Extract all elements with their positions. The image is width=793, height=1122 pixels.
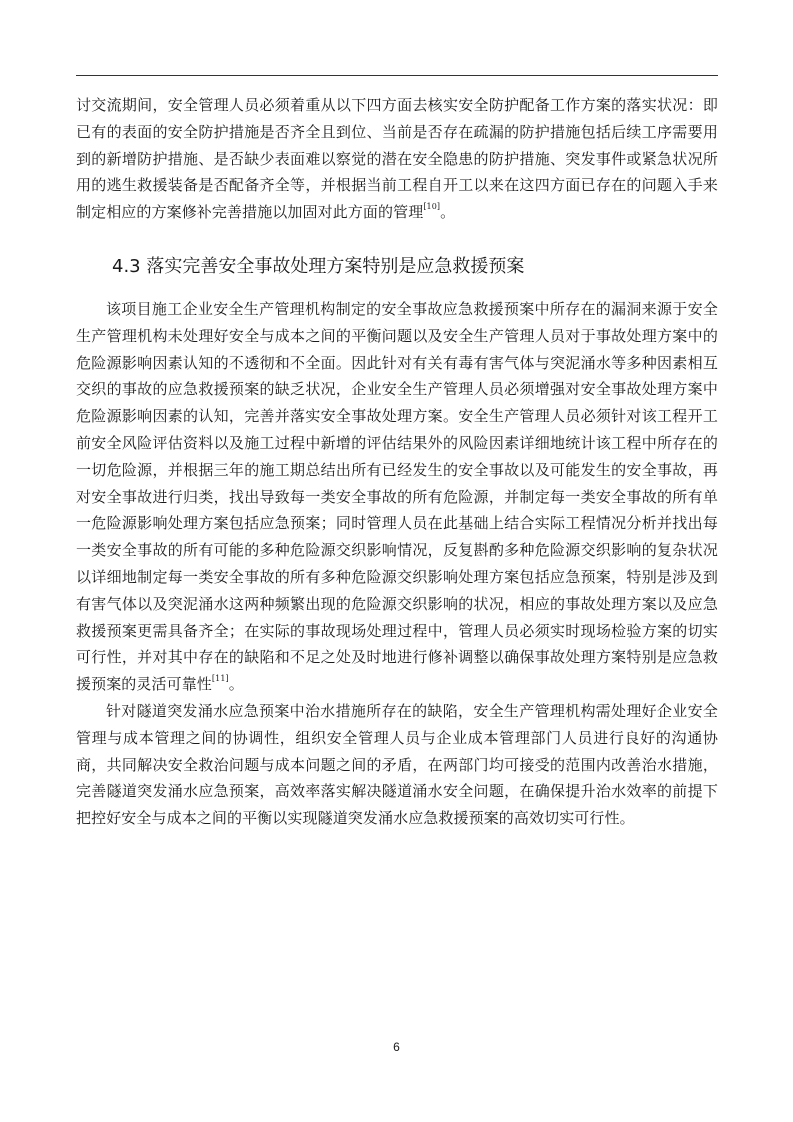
page-number: 6 xyxy=(393,1040,400,1054)
intro-paragraph xyxy=(76,92,718,226)
intro-paragraph-text: 讨交流期间，安全管理人员必须着重从以下四方面去核实安全防护配备工作方案的落实状况：即已有的表面的安全防护措施是否齐全且到位、当前是否存在疏漏的防护措施包括后续工序需要用到的新增防护措施、是否缺少表面难以察觉的潜在安全隐患的防护措施、突发事件或紧急状况所用的逃生救援装备是否配备齐全等，并根据当前工程自开工以来在这四方面已存在的问题入手来制定相应的方案修补完善措施以加固对此方面的管理 xyxy=(76,96,718,222)
body-paragraph-2-text: 针对隧道突发涌水应急预案中治水措施所存在的缺陷，安全生产管理机构需处理好企业安全管理与成本管理之间的协调性，组织安全管理人员与企业成本管理部门人员进行良好的沟通协商，共同解决安全救治问题与成本问题之间的矛盾，在两部门均可接受的范围内改善治水措施，完善隧道突发涌水应急预案，高效率落实解决隧道涌水安全问题，在确保提升治水效率的前提下把控好安全与成本之间的平衡以实现隧道突发涌水应急救援预案的高效切实可行性。 xyxy=(76,701,718,828)
body-paragraph-2 xyxy=(76,698,718,832)
page-body xyxy=(76,92,718,832)
header-rule xyxy=(76,75,718,76)
body-paragraph-1-text: 该项目施工企业安全生产管理机构制定的安全事故应急救援预案中所存在的漏洞来源于安全生产管理机构未处理好安全与成本之间的平衡问题以及安全生产管理人员对于事故处理方案中的危险源影响因素认知的不透彻和不全面。因此针对有关有毒有害气体与突泥涌水等多种因素相互交织的事故的应急救援预案的缺乏状况，企业安全生产管理人员必须增强对安全事故处理方案中危险源影响因素的认知，完善并落实安全事故处理方案。安全生产管理人员必须针对该工程开工前安全风险评估资料以及施工过程中新增的评估结果外的风险因素详细地统计该工程中所存在的一切危险源，并根据三年的施工期总结出所有已经发生的安全事故以及可能发生的安全事故，再对安全事故进行归类，找出导致每一类安全事故的所有危险源，并制定每一类安全事故的所有单一危险源影响处理方案包括应急预案；同时管理人员在此基础上结合实际工程情况分析并找出每一类安全事故的所有可能的多种危险源交织影响情况，反复斟酌多种危险源交织影响的复杂状况以详细地制定每一类安全事故的所有多种危险源交织影响处理方案包括应急预案，特别是涉及到有害气体以及突泥涌水这两种频繁出现的危险源交织影响的状况，相应的事故处理方案以及应急救援预案更需具备齐全；在实际的事故现场处理过程中，管理人员必须实时现场检验方案的切实可行性，并对其中存在的缺陷和不足之处及时地进行修补调整以确保事故处理方案特别是应急救援预案的灵活可靠性 xyxy=(76,299,718,694)
section-heading: 4.3 落实完善安全事故处理方案特别是应急救援预案 xyxy=(112,255,525,277)
citation-10: [10] xyxy=(423,202,441,212)
body-paragraph-1-ending: 。 xyxy=(228,675,244,694)
body-paragraph-1 xyxy=(76,296,718,698)
intro-paragraph-ending: 。 xyxy=(440,203,456,222)
citation-11: [11] xyxy=(211,674,229,684)
